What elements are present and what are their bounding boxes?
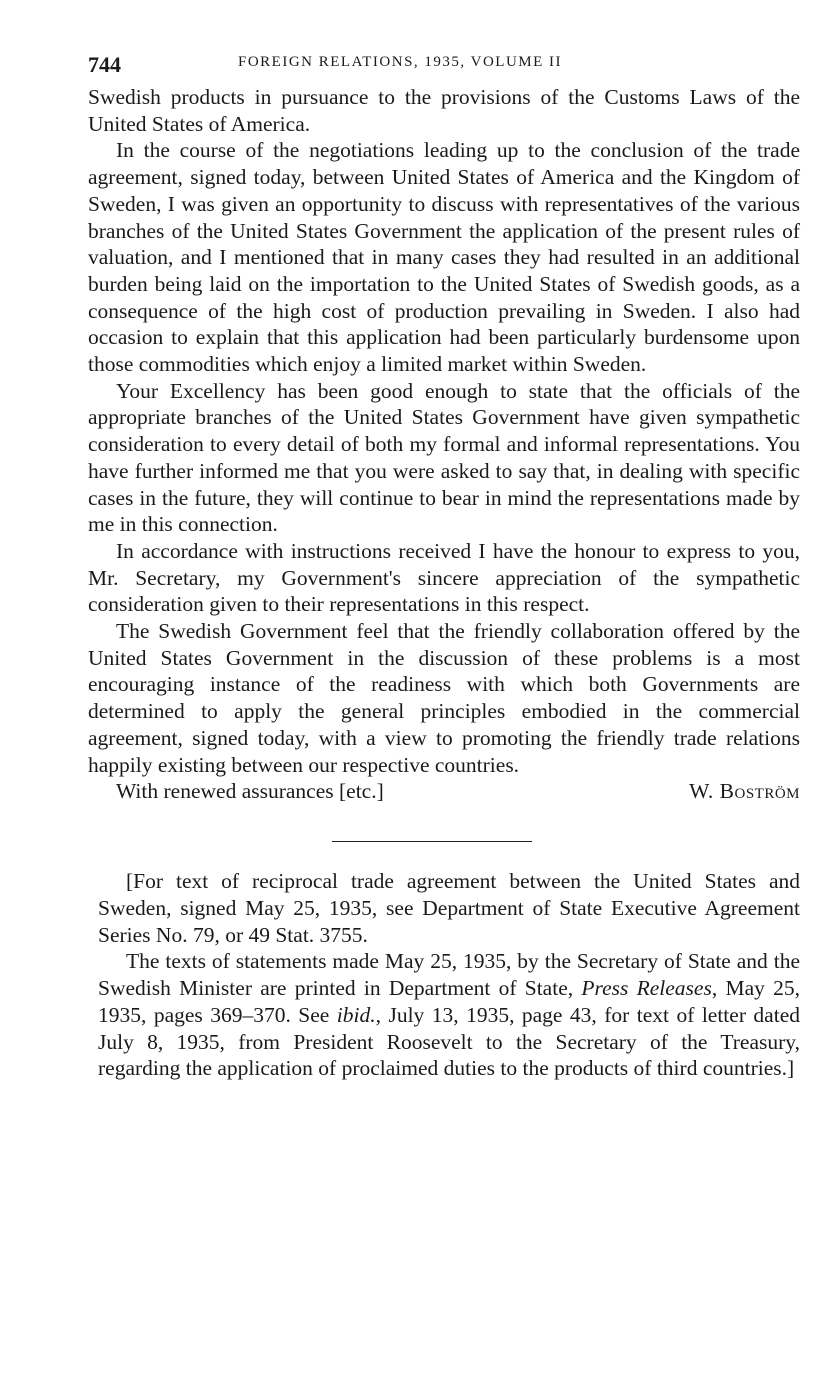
note-text-c: , July 13, 1935, page 43, for text of letter dated July 8, 1935, from President Roosevelt to the Secretary of the Treasury, regarding the application of proclaimed duties to the products of third countries.] bbox=[98, 1002, 800, 1081]
letter-body bbox=[88, 84, 800, 778]
page-header bbox=[88, 48, 800, 84]
document-page bbox=[88, 48, 800, 1082]
paragraph-negotiations: In the course of the negotiations leading up to the conclusion of the trade agreement, signed today, between United States of America and the Kingdom of Sweden, I was given an opportunity to discuss with representatives of the various branches of the United States Government the application of the present rules of valuation, and I mentioned that in many cases they had resulted in an additional burden being laid on the importation to the United States of Swedish goods, as a consequence of the high cost of production prevailing in Sweden. I also had occasion to explain that this application had been particularly burdensome upon those commodities which enjoy a limited market within Sweden. bbox=[88, 138, 800, 377]
editorial-note-statements bbox=[88, 948, 800, 1082]
paragraph-collaboration: The Swedish Government feel that the friendly collaboration offered by the United States Government in the discussion of these problems is a most encouraging instance of the readiness with which both Governments are determined to apply the general principles embodied in the commercial agreement, signed today, with a view to promoting the friendly trade relations happily existing between our respective countries. bbox=[88, 619, 800, 777]
paragraph-excellency: Your Excellency has been good enough to state that the officials of the appropriate branches of the United States Government have given sympathetic consideration to every detail of both my formal and informal representations. You have further informed me that you were asked to say that, in dealing with specific cases in the future, they will continue to bear in mind the representations made by me in this connection. bbox=[88, 378, 800, 537]
closing-text: With renewed assurances [etc.] bbox=[116, 779, 384, 804]
press-releases-title: Press Releases bbox=[581, 976, 712, 1001]
editorial-note bbox=[88, 868, 800, 1082]
closing-line bbox=[88, 778, 800, 805]
running-head: FOREIGN RELATIONS, 1935, VOLUME II bbox=[238, 54, 563, 70]
paragraph-instructions: In accordance with instructions received I have the honour to express to you, Mr. Secretary, my Government's sincere appreciation of the sympathetic consideration given to their representations in this respect. bbox=[88, 538, 800, 617]
note-text-a: The texts of statements made May 25, 1935, by the Secretary of State and the Swedish Minister are printed in Department of State, bbox=[98, 949, 800, 1001]
signature: W. Boström bbox=[689, 779, 800, 804]
note-text-b: , May 25, 1935, pages 369–370. See bbox=[98, 976, 800, 1027]
paragraph-continuation: Swedish products in pursuance to the provisions of the Customs Laws of the United States of America. bbox=[88, 85, 800, 136]
ibid-reference: ibid. bbox=[336, 1002, 376, 1027]
page-number: 744 bbox=[88, 52, 121, 77]
editorial-note-agreement: [For text of reciprocal trade agreement between the United States and Sweden, signed May 25, 1935, see Department of State Executive Agreement Series No. 79, or 49 Stat. 3755. bbox=[98, 869, 800, 947]
section-divider bbox=[332, 841, 532, 842]
